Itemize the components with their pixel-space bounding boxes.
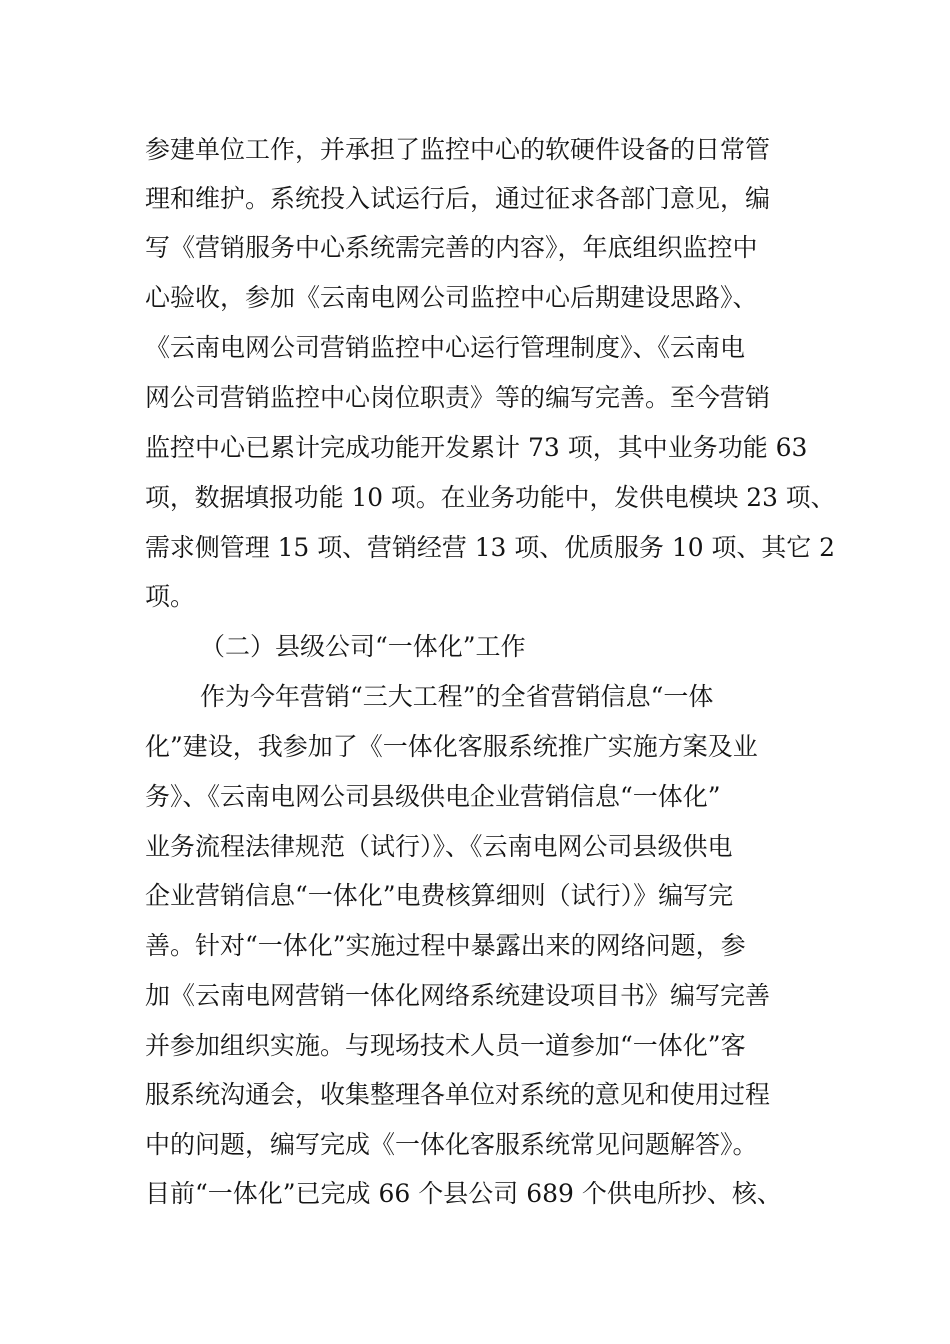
text-line: 并参加组织实施。与现场技术人员一道参加“一体化”客 xyxy=(145,1031,746,1060)
text-line: 企业营销信息“一体化”电费核算细则（试行）》编写完 xyxy=(145,881,734,910)
text-line: 目前“一体化”已完成 66 个县公司 689 个供电所抄、核、 xyxy=(145,1179,782,1208)
text-line: 善。针对“一体化”实施过程中暴露出来的网络问题，参 xyxy=(145,931,746,960)
text-line: 项，数据填报功能 10 项。在业务功能中，发供电模块 23 项、 xyxy=(145,483,836,512)
text-line: 心验收，参加《云南电网公司监控中心后期建设思路》、 xyxy=(145,283,758,312)
text-line: 网公司营销监控中心岗位职责》等的编写完善。至今营销 xyxy=(145,383,771,412)
text-line: 加《云南电网营销一体化网络系统建设项目书》编写完善 xyxy=(145,981,771,1010)
text-line: 理和维护。系统投入试运行后，通过征求各部门意见，编 xyxy=(145,184,771,213)
text-line: 中的问题，编写完成《一体化客服系统常见问题解答》。 xyxy=(145,1130,758,1159)
text-line: 服系统沟通会，收集整理各单位对系统的意见和使用过程 xyxy=(145,1080,771,1109)
text-line: 业务流程法律规范（试行）》、《云南电网公司县级供电 xyxy=(145,832,733,861)
text-line: 化”建设，我参加了《一体化客服系统推广实施方案及业 xyxy=(145,732,758,761)
text-line: 监控中心已累计完成功能开发累计 73 项，其中业务功能 63 xyxy=(145,433,808,462)
text-line: 参建单位工作，并承担了监控中心的软硬件设备的日常管 xyxy=(145,135,771,164)
text-line: 《云南电网公司营销监控中心运行管理制度》、《云南电 xyxy=(145,333,746,362)
text-line: 务》、《云南电网公司县级供电企业营销信息“一体化” xyxy=(145,782,721,811)
text-line: 项。 xyxy=(145,582,196,611)
paragraph-first-line: 作为今年营销“三大工程”的全省营销信息“一体 xyxy=(200,682,714,711)
text-line: 写《营销服务中心系统需完善的内容》，年底组织监控中 xyxy=(145,233,758,262)
text-line: 需求侧管理 15 项、营销经营 13 项、优质服务 10 项、其它 2 xyxy=(145,533,835,562)
section-heading: （二）县级公司“一体化”工作 xyxy=(200,632,526,661)
